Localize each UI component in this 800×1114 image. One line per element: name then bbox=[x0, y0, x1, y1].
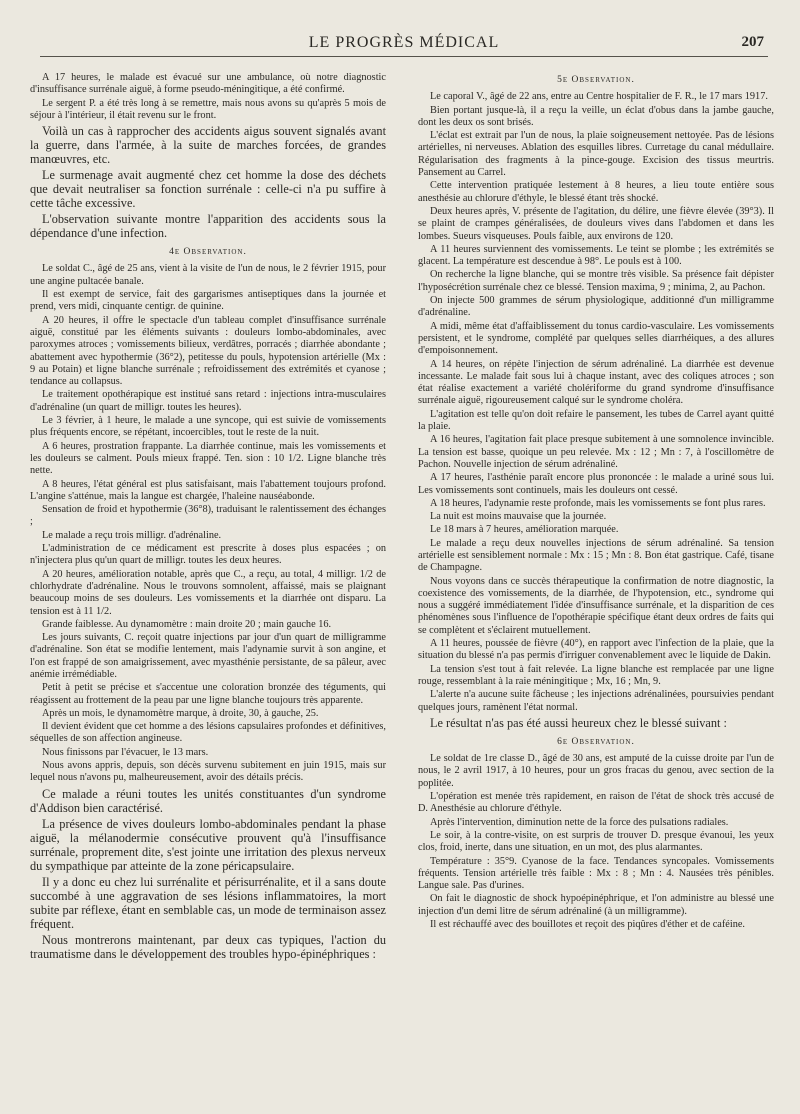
paragraph: Nous avons appris, depuis, son décès survenu subitement en juin 1915, mais sur lequel nous n'avons pu, malheureusement, avoir des détails précis. bbox=[30, 760, 386, 784]
paragraph: Cette intervention pratiquée lestement à 8 heures, a lieu toute entière sous anesthésie au chlorure d'éthyle, le blessé étant très shocké. bbox=[418, 180, 774, 204]
paragraph: On fait le diagnostic de shock hypoépinéphrique, et l'on administre au blessé une injection d'un demi litre de sérum adrénaliné (à un milligramme). bbox=[418, 893, 774, 917]
paragraph: Petit à petit se précise et s'accentue une coloration bronzée des téguments, qui réagissent au frottement de la peau par une ligne blanche toujours très apparente. bbox=[30, 682, 386, 706]
paragraph: Il y a donc eu chez lui surrénalite et périsurrénalite, et il a sans doute succombé à une aggravation de ses lésions inflammatoires, la mort subite par réflexe, étant en semblable cas, un mode de terminaison assez fréquent. bbox=[30, 874, 386, 931]
paragraph: L'alerte n'a aucune suite fâcheuse ; les injections adrénalinées, poursuivies pendant quelques jours, ramènent l'état normal. bbox=[418, 689, 774, 713]
paragraph: L'opération est menée très rapidement, en raison de l'état de shock très accusé de D. Anesthésie au chlorure d'éthyle. bbox=[418, 791, 774, 815]
paragraph: Le traitement opothérapique est institué sans retard : injections intra-musculaires d'adrénaline (un quart de milligr. toutes les heures). bbox=[30, 389, 386, 413]
paragraph: A 16 heures, l'agitation fait place presque subitement à une somnolence invincible. La tension est basse, quoique un peu relevée. Mx : 12 ; Mn : 7, à l'oscillomètre de Pachon. Nouvelle injection de sérum adrénaliné. bbox=[418, 434, 774, 470]
left-column bbox=[30, 72, 386, 963]
paragraph: Ce malade a réuni toutes les unités constituantes d'un syndrome d'Addison bien caractérisé. bbox=[30, 786, 386, 815]
paragraph: Il est réchauffé avec des bouillotes et reçoit des piqûres d'éther et de caféine. bbox=[430, 919, 746, 930]
paragraph: On injecte 500 grammes de sérum physiologique, additionné d'un milligramme d'adrénaline. bbox=[418, 295, 774, 319]
paragraph: L'éclat est extrait par l'un de nous, la plaie soigneusement nettoyée. Pas de lésions artérielles, ni nerveuses. Ablation des esquilles libres. Curretage du canal médullaire. Régularisation des fragments à la pince-gouge. Excision des tissus meurtris. Pansement au Carrel. bbox=[418, 130, 774, 179]
paragraph: Sensation de froid et hypothermie (36°8), traduisant le ralentissement des échanges ; bbox=[30, 504, 386, 528]
paragraph: A 20 heures, il offre le spectacle d'un tableau complet d'insuffisance surrénale aiguë, constitué par les éléments suivants : douleurs lombo-abdominales, avec paroxymes atroces ; vomissements bilieux, verdâtres, porracés ; diarrhée abondante ; abattement avec hypothermie (36°2), petitesse du pouls, hypotension artérielle (Mx : 9 au Potain) et ligne blanche surrénale ; refroidissement des extrémités et cyanose ; tendance au collapsus. bbox=[30, 314, 386, 388]
paragraph: La présence de vives douleurs lombo-abdominales pendant la phase aiguë, la mélanodermie consécutive prouvent qu'à l'insuffisance surrénale, proprement dite, s'est jointe une irritation des plexus nerveux du sympathique par atteinte de la zone péricapsulaire. bbox=[30, 816, 386, 873]
paragraph: On recherche la ligne blanche, qui se montre très visible. Sa présence fait dépister l'hyposécrétion surrénale chez ce blessé. Tension maxima, 9 ; minima, 2, au Pachon. bbox=[418, 269, 774, 293]
paragraph: A 11 heures, poussée de fièvre (40°), en rapport avec l'infection de la plaie, que la situation du blessé n'a pas permis d'irriguer convenablement avec le liquide de Dakin. bbox=[418, 638, 774, 662]
journal-title: LE PROGRÈS MÉDICAL bbox=[308, 34, 500, 51]
paragraph: Le surmenage avait augmenté chez cet homme la dose des déchets que devait neutraliser sa fonction surrénale : celle-ci n'a pu suffire à cette tâche excessive. bbox=[30, 168, 386, 211]
paragraph: Nous finissons par l'évacuer, le 13 mars. bbox=[42, 746, 209, 758]
page-number: 207 bbox=[741, 34, 764, 50]
paragraph: A 18 heures, l'adynamie reste profonde, mais les vomissements se font plus rares. bbox=[430, 497, 766, 509]
paragraph: Le caporal V., âgé de 22 ans, entre au Centre hospitalier de F. R., le 17 mars 1917. bbox=[430, 91, 768, 103]
paragraph: A 20 heures, amélioration notable, après que C., a reçu, au total, 4 milligr. 1/2 de chlorhydrate d'adrénaline. Nous le trouvons somnolent, affaissé, mais se plaignant beaucoup moins de ses douleurs. Les vomissements et la diarrhée ont disparu. La tension est à 11 1/2. bbox=[30, 568, 386, 617]
paragraph: Les jours suivants, C. reçoit quatre injections par jour d'un quart de milligramme d'adrénaline. Son état se modifie lentement, mais l'adynamie survit à son angine, et l'on est frappé de son amaigrissement, avec myasthénie persistante, de sa pâleur, avec anémie irrémédiable. bbox=[30, 632, 386, 680]
paragraph: La tension s'est tout à fait relevée. La ligne blanche est remplacée par une ligne rouge, ressemblant à la raie méningitique ; Mx, 16 ; Mn, 9. bbox=[418, 663, 774, 687]
paragraph: Bien portant jusque-là, il a reçu la veille, un éclat d'obus dans la jambe gauche, dont les deux os sont brisés. bbox=[418, 104, 774, 128]
paragraph: Le 18 mars à 7 heures, amélioration marquée. bbox=[430, 524, 619, 536]
paragraph: Le soldat de 1re classe D., âgé de 30 ans, est amputé de la cuisse droite par l'un de nous, le 2 avril 1917, à 10 heures, pour un gros fracas du genou, avec section de la poplitée. bbox=[418, 753, 774, 789]
paragraph: A 17 heures, l'asthénie paraît encore plus prononcée : le malade a uriné sous lui. Les vomissements sont continuels, mais les douleurs ont cessé. bbox=[418, 472, 774, 496]
paragraph: Après un mois, le dynamomètre marque, à droite, 30, à gauche, 25. bbox=[42, 707, 319, 719]
paragraph: A 8 heures, l'état général est plus satisfaisant, mais l'abattement toujours profond. L'angine s'atténue, mais la langue est chargée, l'haleine nauséabonde. bbox=[30, 478, 386, 502]
observation-heading: 6e Observation. bbox=[557, 736, 635, 747]
paragraph: Grande faiblesse. Au dynamomètre : main droite 20 ; main gauche 16. bbox=[42, 618, 332, 630]
paragraph: La nuit est moins mauvaise que la journée. bbox=[430, 511, 607, 523]
paragraph: A 14 heures, on répète l'injection de sérum adrénaliné. La diarrhée est devenue incessante. Le malade fait sous lui à chaque instant, avec des coliques atroces ; son état réalise exactement a variété cholériforme du grand syndrome d'insuffisance surrénale aiguë, rigoureusement calqué sur le syndrome choléra. bbox=[418, 358, 774, 407]
paragraph: Il devient évident que cet homme a des lésions capsulaires profondes et définitives, séquelles de son affection angineuse. bbox=[30, 721, 386, 745]
paragraph: Le soir, à la contre-visite, on est surpris de trouver D. presque évanoui, les yeux clos, froid, inerte, dans une situation, en un mot, des plus alarmantes. bbox=[418, 829, 774, 854]
right-column bbox=[418, 72, 774, 932]
paragraph: A 11 heures surviennent des vomissements. Le teint se plombe ; les extrémités se glacent. La température est descendue à 98°. Le pouls est à 100. bbox=[418, 243, 774, 268]
paragraph: Le soldat C., âgé de 25 ans, vient à la visite de l'un de nous, le 2 février 1915, pour une angine pultacée banale. bbox=[30, 263, 386, 287]
paragraph: Nous voyons dans ce succès thérapeutique la confirmation de notre diagnostic, la coexistence des vomissements, de la diarrhée, de l'hypotension, etc., syndrome qui nous a suggéré immédiatement l'idée d'insuffisance surrénale, et la disparition de ces phénomènes sous l'influence de l'opothérapie spécifique étant deux ordres de faits qui se complètent et s'éclairent mutuellement. bbox=[418, 575, 774, 636]
paragraph: Le sergent P. a été très long à se remettre, mais nous avons su qu'après 5 mois de séjour à l'intérieur, il était revenu sur le front. bbox=[30, 97, 386, 121]
paragraph: Nous montrerons maintenant, par deux cas typiques, l'action du traumatisme dans le développement des troubles hypo-épinéphriques : bbox=[30, 932, 386, 961]
paragraph: Après l'intervention, diminution nette de la force des pulsations radiales. bbox=[430, 816, 729, 828]
paragraph: Voilà un cas à rapprocher des accidents aigus souvent signalés avant la guerre, dans l'armée, à la suite de marches forcées, de grandes manœuvres, etc. bbox=[30, 124, 386, 167]
paragraph: Le résultat n'as pas été aussi heureux chez le blessé suivant : bbox=[430, 715, 727, 730]
paragraph: A midi, même état d'affaiblissement du tonus cardio-vasculaire. Les vomissements persistent, et le syndrome, complété par quelques selles diarrhéiques, a des allures d'empoisonnement. bbox=[418, 320, 774, 357]
observation-heading: 4e Observation. bbox=[169, 247, 247, 258]
page-header bbox=[40, 34, 768, 57]
paragraph: Deux heures après, V. présente de l'agitation, du délire, une fièvre élevée (39°3). Il se plaint de crampes généralisées, de douleurs vives dans l'abdomen et dans les lombes. Sueurs visqueuses. Pouls faible, aux environs de 120. bbox=[418, 205, 774, 242]
paragraph: L'observation suivante montre l'apparition des accidents sous la dépendance d'une infection. bbox=[30, 212, 386, 241]
paragraph: Température : 35°9. Cyanose de la face. Tendances syncopales. Vomissements fréquents. Tension artérielle très faible : Mx : 8 ; Mn : 4. Nausées très pénibles. Langue sale. Pas d'urines. bbox=[418, 855, 774, 892]
paragraph: Le 3 février, à 1 heure, le malade a une syncope, qui est suivie de vomissements plus fréquents encore, se répétant, incoercibles, tout le reste de la nuit. bbox=[30, 415, 386, 439]
paragraph: Le malade a reçu deux nouvelles injections de sérum adrénaliné. Sa tension artérielle est sensiblement normale : Mx : 15 ; Mn : 8. Bon état gastrique. Café, tisane de Champagne. bbox=[418, 537, 774, 574]
observation-heading: 5e Observation. bbox=[557, 75, 635, 85]
paragraph: A 17 heures, le malade est évacué sur une ambulance, où notre diagnostic d'insuffisance surrénale aiguë, à forme pseudo-méningitique, a été confirmé. bbox=[30, 72, 386, 96]
paragraph: Le malade a reçu trois milligr. d'adrénaline. bbox=[42, 529, 222, 541]
paragraph: A 6 heures, prostration frappante. La diarrhée continue, mais les vomissements et les douleurs se calment. Pouls mieux frappé. Ten. sion : 10 1/2. Ligne blanche très nette. bbox=[30, 440, 386, 477]
paragraph: Il est exempt de service, fait des gargarismes antiseptiques dans la journée et prend, vers midi, cinquante centigr. de quinine. bbox=[30, 289, 386, 313]
paragraph: L'agitation est telle qu'on doit refaire le pansement, les tubes de Carrel ayant quitté la plaie. bbox=[418, 408, 774, 433]
paragraph: L'administration de ce médicament est prescrite à doses plus espacées ; on n'injectera plus qu'un quart de milligr. toutes les deux heures. bbox=[30, 543, 386, 567]
